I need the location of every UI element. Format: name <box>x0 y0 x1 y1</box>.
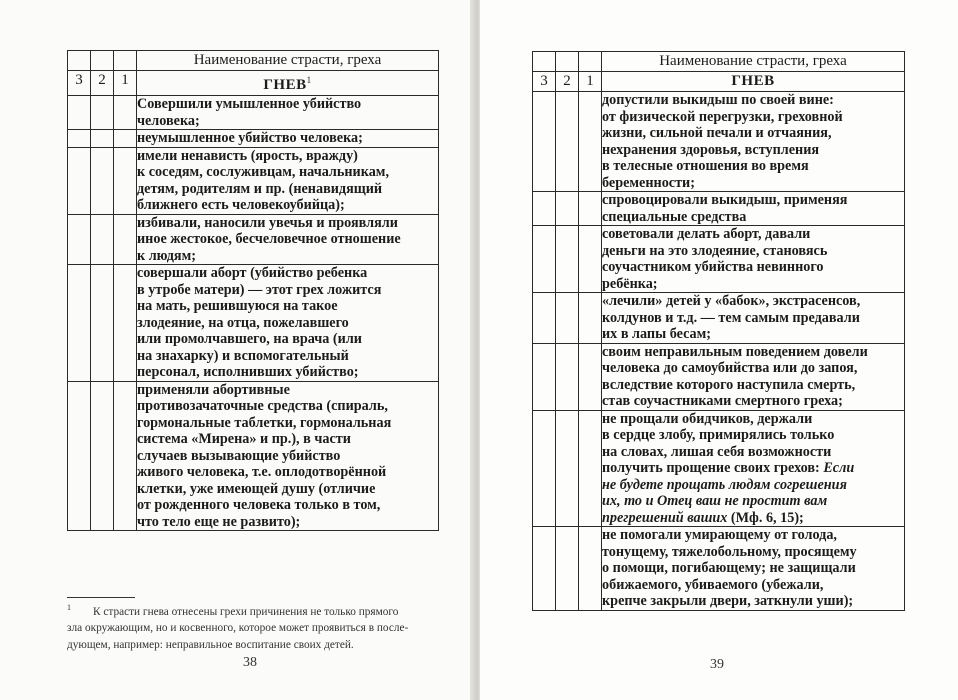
item-line: не помогали умирающему от голода, <box>602 527 837 543</box>
item-line: специальные средства <box>602 208 747 225</box>
item-line: злодеяние, на отца, пожелавшего <box>137 314 349 331</box>
table-header-row <box>68 51 439 71</box>
table-row <box>533 92 905 192</box>
table-row <box>68 381 439 531</box>
left-page <box>0 0 476 700</box>
table-row <box>533 293 905 344</box>
item-line: от рожденного человека только в том, <box>137 497 381 513</box>
column-title: Наименование страсти, греха <box>602 52 905 72</box>
item-line: детям, родителям и пр. (ненавидящий <box>137 180 383 197</box>
column-number: 3 <box>533 72 556 92</box>
item-line: человека до самоубийства или до запоя, <box>602 360 858 376</box>
item-line: обижаемого, убиваемого (убежали, <box>602 576 824 593</box>
item-line: избивали, наносили увечья и проявляли <box>137 214 398 231</box>
item-line: колдунов и т.д. — тем самым предавали <box>602 309 860 326</box>
table-row <box>68 130 439 148</box>
item-line: «лечили» детей у «бабок», экстрасенсов, <box>602 293 861 309</box>
footnote-mark: 1 <box>67 603 71 612</box>
footnote-ref: 1 <box>306 75 312 85</box>
item-line: крепче закрыли двери, заткнули уши); <box>602 593 854 609</box>
sin-item <box>137 96 439 130</box>
item-line: в телесные отношения во время <box>602 158 809 174</box>
item-line: Совершили умышленное убийство <box>137 96 362 112</box>
item-line: клетки, уже имеющей душу (отличие <box>137 480 376 497</box>
item-line: своим неправильным поведением довели <box>602 343 868 360</box>
column-number: 3 <box>68 71 91 96</box>
item-line: человека; <box>137 112 200 129</box>
table-row <box>68 147 439 214</box>
item-line: живого человека, т.е. оплодотворённой <box>137 464 387 480</box>
item-line: их в лапы бесам; <box>602 326 712 342</box>
footnote-divider <box>67 597 135 598</box>
item-line: неумышленное убийство человека; <box>137 130 363 146</box>
item-line: иное жестокое, бесчеловечное отношение <box>137 231 401 247</box>
item-line: к соседям, сослуживцам, начальникам, <box>137 164 390 180</box>
item-line: в сердце злобу, примирялись только <box>602 427 835 443</box>
item-line: получить прощение своих грехов: <box>602 460 820 476</box>
item-line: от физической перегрузки, греховной <box>602 108 843 125</box>
item-line: на знахарку) и вспомогательный <box>137 347 349 364</box>
page-number: 38 <box>243 655 257 670</box>
footnote-line: дующем, например: неправильное воспитание своих детей. <box>67 638 354 651</box>
table-row <box>533 527 905 611</box>
item-line: в утробе матери) — этот грех ложится <box>137 281 382 298</box>
scripture-quote: не будете прощать людям согрешения <box>602 476 847 493</box>
item-line: не прощали обидчиков, держали <box>602 410 813 427</box>
table-row <box>533 343 905 410</box>
right-page <box>480 0 958 700</box>
item-line: тонущему, тяжелобольному, просящему <box>602 543 857 560</box>
item-line: к людям; <box>137 247 196 264</box>
sin-item <box>137 130 439 148</box>
sins-table-left <box>67 50 439 531</box>
sin-item <box>137 147 439 214</box>
item-line: противозачаточные средства (спираль, <box>137 398 388 414</box>
scripture-quote: их, то и Отец ваш не простит вам <box>602 493 828 509</box>
table-section-row <box>68 71 439 96</box>
item-line: о помощи, погибающему; не защищали <box>602 560 856 576</box>
table-row <box>533 410 905 527</box>
column-number: 2 <box>556 72 579 92</box>
item-line: став соучастниками смертного греха; <box>602 393 843 409</box>
column-title: Наименование страсти, греха <box>137 51 439 71</box>
sin-item <box>137 265 439 382</box>
table-row <box>533 226 905 293</box>
item-line: система «Мирена» и пр.), в части <box>137 431 351 447</box>
item-line: на мать, решившуюся на такое <box>137 298 338 314</box>
column-number: 1 <box>579 72 602 92</box>
item-line: спровоцировали выкидыш, применяя <box>602 192 848 208</box>
sin-item <box>602 226 905 293</box>
item-line: совершали аборт (убийство ребенка <box>137 265 368 281</box>
item-line: применяли абортивные <box>137 381 290 398</box>
table-row <box>68 96 439 130</box>
item-line: вследствие которого наступила смерть, <box>602 376 856 393</box>
item-line: на словах, лишая себя возможности <box>602 443 832 460</box>
footnote-line: зла окружающим, но и косвенного, которое может проявиться в после- <box>67 622 409 635</box>
sin-item <box>602 92 905 192</box>
item-line: беременности; <box>602 174 695 191</box>
item-line: ближнего есть человекоубийца); <box>137 197 345 213</box>
item-line: гормональные таблетки, гормональная <box>137 414 392 431</box>
item-line: жизни, сильной печали и отчаяния, <box>602 125 832 141</box>
sin-item <box>602 410 905 527</box>
section-title-text: ГНЕВ <box>263 77 307 93</box>
table-section-row <box>533 72 905 92</box>
footnote <box>67 600 447 653</box>
item-line: или промолчавшего, на врача (или <box>137 331 362 347</box>
item-line: деньги на это злодеяние, становясь <box>602 242 828 259</box>
item-line: допустили выкидыш по своей вине: <box>602 92 834 108</box>
section-title <box>137 71 439 96</box>
scripture-quote: Если <box>823 460 855 476</box>
item-line: советовали делать аборт, давали <box>602 226 811 242</box>
sin-item <box>602 527 905 611</box>
item-line: ребёнка; <box>602 275 658 292</box>
sin-item <box>137 381 439 531</box>
table-row <box>533 192 905 226</box>
page-number: 39 <box>710 657 724 672</box>
column-number: 2 <box>91 71 114 96</box>
column-number: 1 <box>114 71 137 96</box>
table-header-row <box>533 52 905 72</box>
item-line: имели ненависть (ярость, вражду) <box>137 147 358 164</box>
scripture-quote: прегрешений ваших <box>602 509 728 526</box>
item-line: соучастником убийства невинного <box>602 259 824 275</box>
footnote-line: К страсти гнева отнесены грехи причинения не только прямого <box>93 605 399 618</box>
item-line: нехранения здоровья, вступления <box>602 141 820 158</box>
sin-item <box>602 343 905 410</box>
item-line: персонал, исполнивших убийство; <box>137 364 359 380</box>
table-row <box>68 214 439 265</box>
table-row <box>68 265 439 382</box>
sin-item <box>602 293 905 344</box>
scripture-reference: (Мф. 6, 15); <box>727 509 804 526</box>
sin-item <box>602 192 905 226</box>
sin-item <box>137 214 439 265</box>
item-line: случаев вызывающие убийство <box>137 447 341 464</box>
item-line: что тело еще не развито); <box>137 513 301 530</box>
section-title: ГНЕВ <box>602 72 905 92</box>
sins-table-right <box>532 51 905 611</box>
